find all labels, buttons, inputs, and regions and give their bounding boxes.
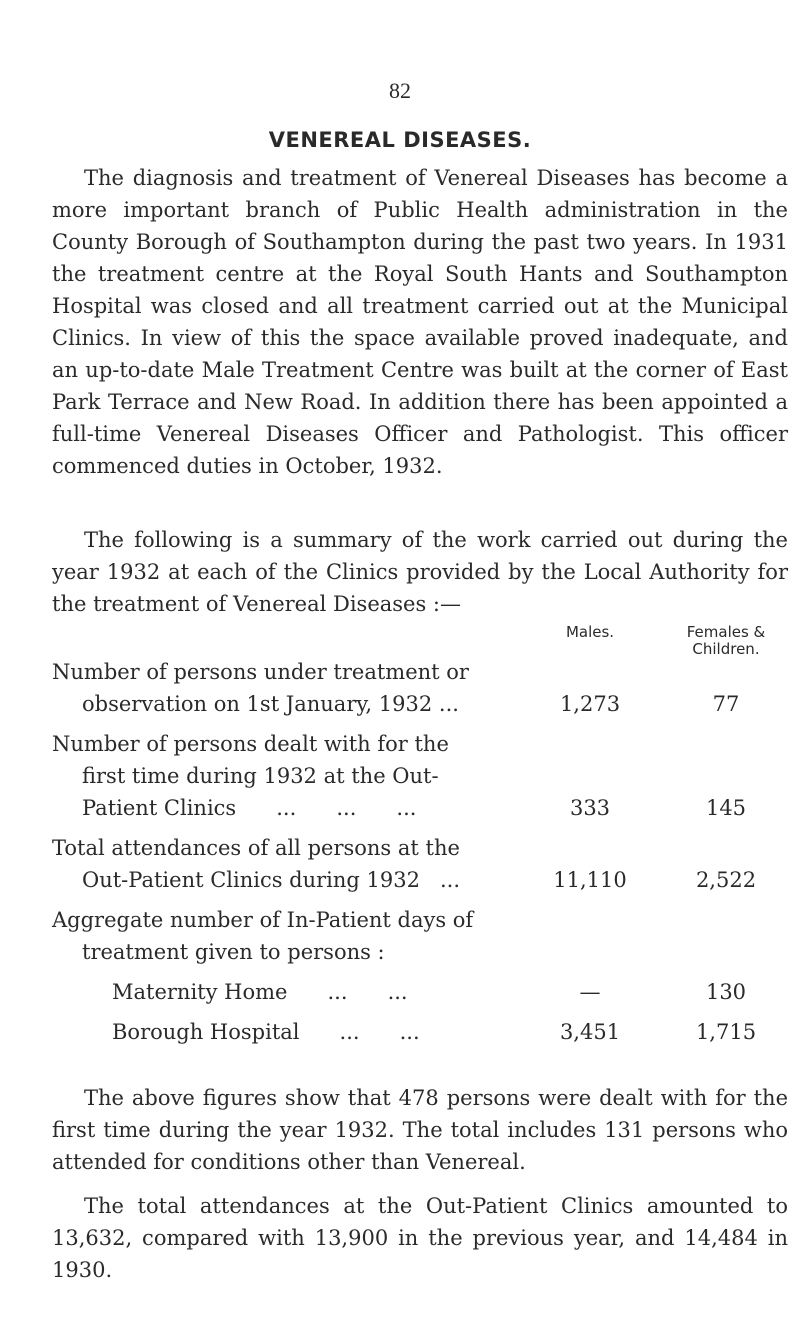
- column-header-females-line1: Females &: [686, 623, 766, 641]
- row-label-first-time-line2: first time during 1932 at the Out-: [82, 764, 439, 788]
- intro-paragraph: The diagnosis and treatment of Venereal Diseases has become a more important branch of Public Health administration in the County Borough of Southampton during the past two years. In 1931 the treatment centre at the Royal South Hants and Southampton Hospital was closed and all treatment carried out at the Municipal Clinics. In view of this the space available proved inadequate, and an up-to-date Male Treatment Centre was built at the corner of East Park Terrace and New Road. In addition there has been appointed a full-time Venereal Diseases Officer and Pathologist. This officer commenced duties in October, 1932.: [52, 166, 788, 478]
- row-label-under-treatment-line1: Number of persons under treatment or: [52, 660, 469, 684]
- value-attendances-males: 11,110: [553, 868, 627, 892]
- row-label-under-treatment-line2: observation on 1st January, 1932 ...: [82, 692, 459, 716]
- row-label-attendances-line1: Total attendances of all persons at the: [52, 836, 460, 860]
- value-maternity-home-females: 130: [705, 980, 747, 1004]
- column-header-females-line2: Children.: [692, 640, 760, 658]
- row-label-inpatient-line1: Aggregate number of In-Patient days of: [52, 908, 474, 932]
- row-label-first-time-line3: Patient Clinics ... ... ...: [82, 796, 417, 820]
- value-maternity-home-males: —: [579, 980, 601, 1004]
- attendances-paragraph: The total attendances at the Out-Patient Clinics amounted to 13,632, compared with 13,900 in the previous year, and 14,484 in 1930.: [52, 1194, 788, 1282]
- row-label-inpatient-line2: treatment given to persons :: [82, 940, 385, 964]
- value-attendances-females: 2,522: [695, 868, 757, 892]
- section-heading: VENEREAL DISEASES.: [268, 128, 532, 152]
- row-label-maternity-home: Maternity Home ... ...: [112, 980, 408, 1004]
- row-label-attendances-line2: Out-Patient Clinics during 1932 ...: [82, 868, 461, 892]
- row-label-borough-hospital: Borough Hospital ... ...: [112, 1020, 420, 1044]
- column-header-males: Males.: [565, 623, 615, 641]
- page-number: 82: [389, 78, 411, 103]
- value-borough-hospital-males: 3,451: [559, 1020, 621, 1044]
- value-under-treatment-males: 1,273: [559, 692, 621, 716]
- column-header-females-children: [656, 624, 796, 658]
- value-first-time-females: 145: [705, 796, 747, 820]
- value-borough-hospital-females: 1,715: [695, 1020, 757, 1044]
- value-under-treatment-females: 77: [712, 692, 740, 716]
- summary-intro-paragraph: The following is a summary of the work carried out during the year 1932 at each of the Clinics provided by the Local Authority for the treatment of Venereal Diseases :—: [52, 528, 788, 616]
- figures-paragraph: The above figures show that 478 persons were dealt with for the first time during the year 1932. The total includes 131 persons who attended for conditions other than Venereal.: [52, 1086, 788, 1174]
- value-first-time-males: 333: [569, 796, 611, 820]
- row-label-first-time-line1: Number of persons dealt with for the: [52, 732, 449, 756]
